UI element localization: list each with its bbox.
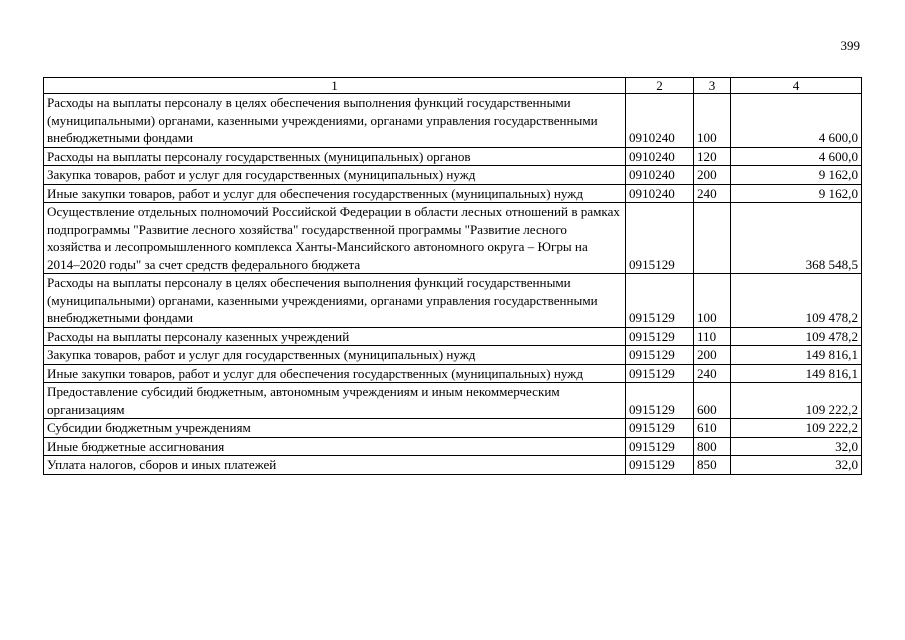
- table-row: [44, 383, 862, 419]
- row-type: 600: [694, 383, 731, 419]
- row-code: 0910240: [626, 94, 694, 148]
- row-sum: 9 162,0: [731, 166, 862, 185]
- table-row: [44, 437, 862, 456]
- row-code: 0915129: [626, 274, 694, 328]
- table-row: [44, 94, 862, 148]
- row-type: [694, 203, 731, 274]
- row-name: Расходы на выплаты персоналу казенных учреждений: [44, 327, 626, 346]
- row-sum: 4 600,0: [731, 147, 862, 166]
- table-body: [44, 94, 862, 475]
- row-sum: 368 548,5: [731, 203, 862, 274]
- row-name: Осуществление отдельных полномочий Российской Федерации в области лесных отношений в рамках подпрограммы "Развитие лесного хозяйства" государственной программы "Развитие лесного хозяйства и лесопромышленного комплекса Ханты-Мансийского автономного округа – Югры на 2014–2020 годы" за счет средств федерального бюджета: [44, 203, 626, 274]
- row-code: 0915129: [626, 383, 694, 419]
- row-sum: 149 816,1: [731, 346, 862, 365]
- row-type: 120: [694, 147, 731, 166]
- row-sum: 109 222,2: [731, 419, 862, 438]
- table-row: [44, 147, 862, 166]
- row-name: Расходы на выплаты персоналу в целях обеспечения выполнения функций государственными (муниципальными) органами, казенными учреждениями, органами управления государственными внебюджетными фондами: [44, 274, 626, 328]
- row-sum: 4 600,0: [731, 94, 862, 148]
- header-col-3: 3: [694, 78, 731, 94]
- row-name: Иные закупки товаров, работ и услуг для обеспечения государственных (муниципальных) нужд: [44, 364, 626, 383]
- row-sum: 9 162,0: [731, 184, 862, 203]
- row-sum: 32,0: [731, 456, 862, 475]
- row-code: 0915129: [626, 203, 694, 274]
- row-name: Закупка товаров, работ и услуг для государственных (муниципальных) нужд: [44, 346, 626, 365]
- row-sum: 109 478,2: [731, 274, 862, 328]
- row-code: 0915129: [626, 327, 694, 346]
- table-row: [44, 419, 862, 438]
- row-code: 0915129: [626, 456, 694, 475]
- row-name: Закупка товаров, работ и услуг для государственных (муниципальных) нужд: [44, 166, 626, 185]
- header-col-4: 4: [731, 78, 862, 94]
- header-col-2: 2: [626, 78, 694, 94]
- table-row: [44, 456, 862, 475]
- row-code: 0915129: [626, 437, 694, 456]
- row-code: 0910240: [626, 147, 694, 166]
- row-name: Расходы на выплаты персоналу в целях обеспечения выполнения функций государственными (муниципальными) органами, казенными учреждениями, органами управления государственными внебюджетными фондами: [44, 94, 626, 148]
- row-name: Иные закупки товаров, работ и услуг для обеспечения государственных (муниципальных) нужд: [44, 184, 626, 203]
- row-name: Субсидии бюджетным учреждениям: [44, 419, 626, 438]
- row-type: 240: [694, 364, 731, 383]
- row-code: 0915129: [626, 346, 694, 365]
- table-row: [44, 346, 862, 365]
- row-type: 800: [694, 437, 731, 456]
- row-code: 0915129: [626, 364, 694, 383]
- row-type: 200: [694, 166, 731, 185]
- row-type: 850: [694, 456, 731, 475]
- row-type: 240: [694, 184, 731, 203]
- row-code: 0910240: [626, 166, 694, 185]
- row-name: Предоставление субсидий бюджетным, автономным учреждениям и иным некоммерческим организациям: [44, 383, 626, 419]
- row-type: 200: [694, 346, 731, 365]
- row-type: 610: [694, 419, 731, 438]
- table-row: [44, 203, 862, 274]
- row-name: Уплата налогов, сборов и иных платежей: [44, 456, 626, 475]
- row-code: 0915129: [626, 419, 694, 438]
- table-row: [44, 364, 862, 383]
- table-header-row: [44, 78, 862, 94]
- table-row: [44, 274, 862, 328]
- row-type: 100: [694, 274, 731, 328]
- row-sum: 109 478,2: [731, 327, 862, 346]
- row-code: 0910240: [626, 184, 694, 203]
- table-row: [44, 327, 862, 346]
- row-sum: 149 816,1: [731, 364, 862, 383]
- table-row: [44, 166, 862, 185]
- row-type: 110: [694, 327, 731, 346]
- table-row: [44, 184, 862, 203]
- row-sum: 109 222,2: [731, 383, 862, 419]
- row-name: Расходы на выплаты персоналу государственных (муниципальных) органов: [44, 147, 626, 166]
- row-sum: 32,0: [731, 437, 862, 456]
- row-name: Иные бюджетные ассигнования: [44, 437, 626, 456]
- page-number: 399: [840, 38, 860, 53]
- budget-table: [43, 77, 862, 475]
- header-col-1: 1: [44, 78, 626, 94]
- row-type: 100: [694, 94, 731, 148]
